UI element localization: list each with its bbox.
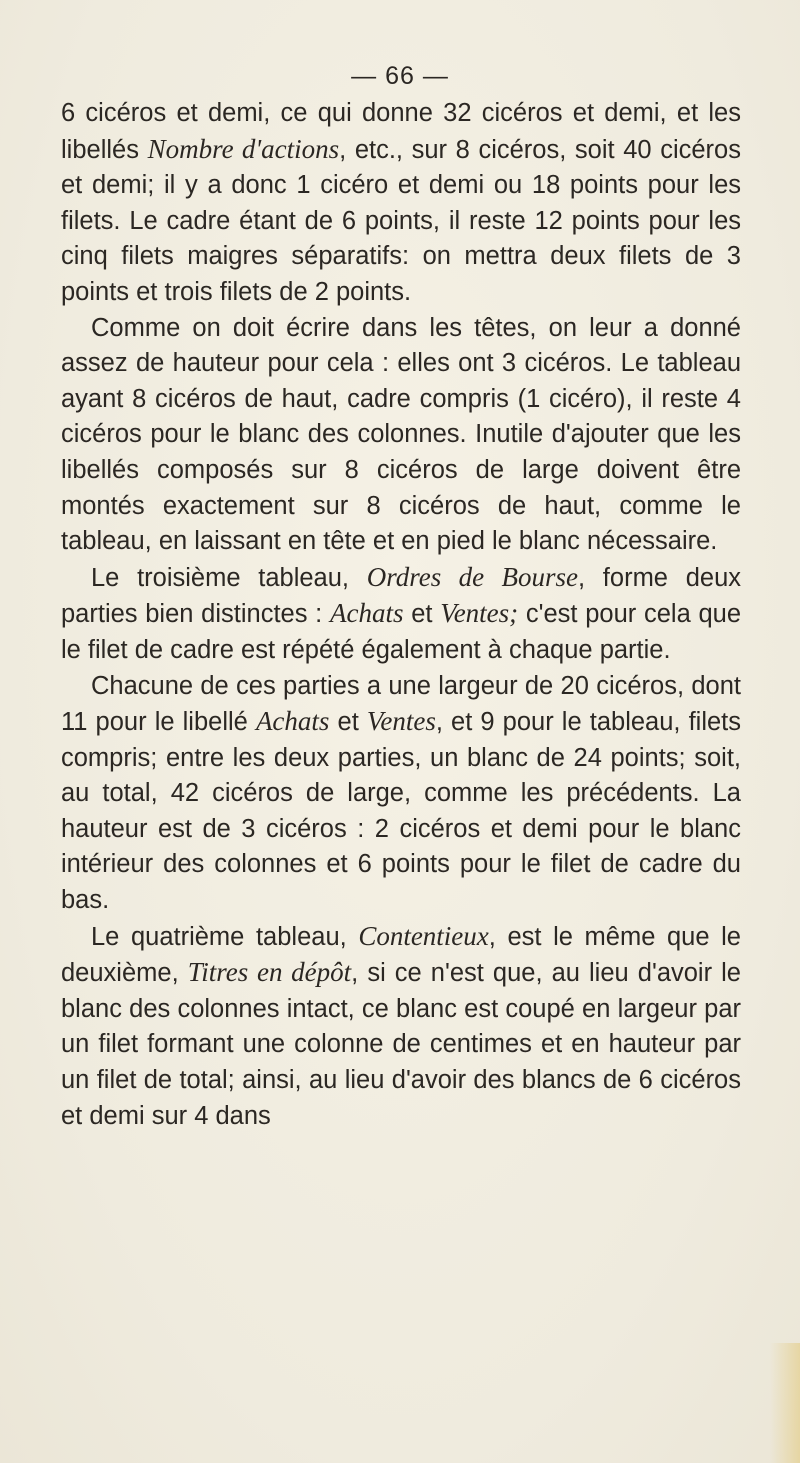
italic-term: Nombre d'actions: [147, 133, 340, 164]
text-run: , si ce n'est que, au lieu d'avoir le blanc des colonnes intact, ce blanc est coupé en largeur par un filet formant une colonne de centimes et en hauteur par un filet de total; ainsi, au lieu d'avoir des blancs de 6 cicéros et demi sur 4 dans: [61, 959, 741, 1130]
paragraph: [61, 919, 741, 1135]
text-run: Comme on doit écrire dans les têtes, on leur a donné assez de hauteur pour cela : elles ont 3 cicéros. Le tableau ayant 8 cicéros de haut, cadre compris (1 cicéro), il reste 4 cicéros pour le blanc des colonnes. Inutile d'ajouter que les libellés composés sur 8 cicéros de large doivent être montés exactement sur 8 cicéros de haut, comme le tableau, en laissant en tête et en pied le blanc nécessaire.: [61, 313, 741, 556]
text-run: et: [403, 600, 441, 629]
text-run: c'est pour cela que le filet de cadre est répété également à chaque partie.: [61, 600, 742, 664]
text-run: Chacune de ces parties a une largeur de 20 cicéros, dont 11 pour le libellé: [61, 671, 741, 737]
page-number: — 66 —: [351, 62, 449, 90]
text-run: , forme deux parties bien distinctes :: [61, 563, 742, 629]
body-text: [61, 96, 741, 1134]
italic-term: Titres en dépôt: [187, 957, 352, 988]
italic-term: Achats: [329, 598, 404, 629]
paragraph: [61, 669, 741, 919]
italic-term: Ventes;: [440, 598, 519, 629]
text-run: , et 9 pour le tableau, filets compris; entre les deux parties, un blanc de 24 points; soit, au total, 42 cicéros de large, comme les précédents. La hauteur est de 3 cicéros : 2 cicéros et demi pour le blanc intérieur des colonnes et 6 points pour le filet de cadre du bas.: [61, 708, 742, 915]
italic-term: Contentieux: [358, 920, 489, 951]
italic-term: Achats: [255, 706, 330, 737]
text-run: 6 cicéros et demi, ce qui donne 32 cicéros et demi, et les libellés: [61, 99, 741, 164]
text-run: et: [329, 708, 367, 737]
paragraph: [61, 560, 741, 669]
italic-term: Ordres de Bourse: [366, 561, 578, 592]
paragraph: [61, 311, 741, 560]
page-edge-stain: [770, 1343, 800, 1463]
italic-term: Ventes: [366, 706, 436, 737]
text-run: , est le même que le deuxième,: [61, 922, 741, 988]
text-run: , etc., sur 8 cicéros, soit 40 cicéros et demi; il y a donc 1 cicéro et demi ou 18 points pour les filets. Le cadre étant de 6 points, il reste 12 points pour les cinq filets maigres séparatifs: on mettra deux filets de 3 points et trois filets de 2 points.: [61, 135, 741, 306]
text-run: Le troisième tableau,: [91, 563, 367, 592]
paragraph: [61, 96, 741, 311]
text-run: Le quatrième tableau,: [91, 922, 359, 951]
